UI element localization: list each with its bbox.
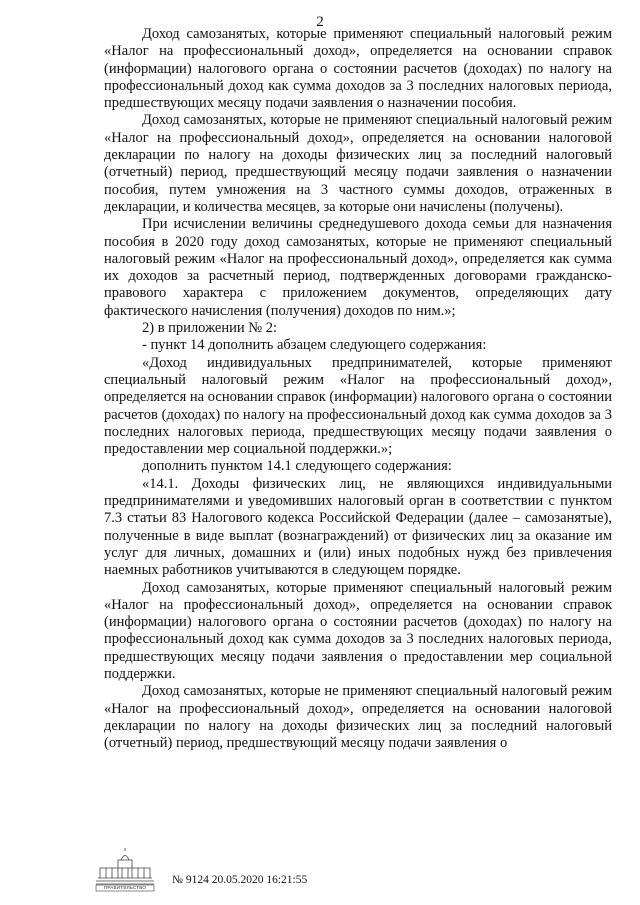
page-number: 2 (316, 14, 324, 30)
paragraph: 2) в приложении № 2: (142, 320, 277, 337)
footer (94, 848, 514, 898)
paragraph: Доход самозанятых, которые применяют специальный налоговый режим «Налог на профессиональный доход», определяется на основании справок (информации) налогового органа о состоянии расчетов (доходах) по налогу на профессиональный доход как сумма доходов за 3 последних налоговых периода, предшествующих месяцу подачи заявления о предоставлении мер социальной поддержки. (104, 579, 612, 682)
paragraph: «14.1. Доходы физических лиц, не являющихся индивидуальными предпринимателями и уведомивших налоговый орган в соответствии с пунктом 7.3 статьи 83 Налогового кодекса Российской Федерации (далее – самозанятые), полученные в виде выплат (вознаграждений) от физических лиц за оказание им услуг для личных, домашних и (или) иных подобных нужд без привлечения наемных работников учитываются в следующем порядке. (104, 475, 612, 579)
paragraph: «Доход индивидуальных предпринимателей, которые применяют специальный налоговый режим «Налог на профессиональный доход», определяется на основании справок (информации) налогового органа о состоянии расчетов (доходах) по налогу на профессиональный доход как сумма доходов за 3 последних налоговых периода, предшествующих месяцу подачи заявления о предоставлении мер социальной поддержки.»; (104, 354, 612, 458)
paragraph: Доход самозанятых, которые не применяют специальный налоговый режим «Налог на профессиональный доход», определяется на основании налоговой декларации по налогу на доходы физических лиц за последний налоговый (отчетный) период, предшествующий месяцу подачи заявления о (104, 683, 612, 752)
paragraph: Доход самозанятых, которые не применяют специальный налоговый режим «Налог на профессиональный доход», определяется на основании налоговой декларации по налогу на доходы физических лиц за последний налоговый (отчетный) период, предшествующий месяцу подачи заявления о назначении пособия, путем умножения на 3 частного суммы доходов, отраженных в декларации, и количества месяцев, за которые они начислены (получены). (104, 112, 612, 215)
paragraph: Доход самозанятых, которые применяют специальный налоговый режим «Налог на профессиональный доход», определяется на основании справок (информации) налогового органа о состоянии расчетов (доходах) по налогу на профессиональный доход как сумма доходов за 3 последних налоговых периода, предшествующих месяцу подачи заявления о назначении пособия. (104, 26, 612, 112)
paragraph: - пункт 14 дополнить абзацем следующего содержания: (142, 337, 487, 354)
document-body (104, 26, 612, 752)
paragraph: При исчислении величины среднедушевого дохода семьи для назначения пособия в 2020 году доход самозанятых, которые не применяют специальный налоговый режим «Налог на профессиональный доход», определяется как сумма их доходов за расчетный период, подтвержденных договорами гражданско-правового характера с приложением документов, определяющих дату фактического начисления (получения) доходов по ним.»; (104, 216, 612, 319)
emblem-caption: ПРАВИТЕЛЬСТВО (103, 885, 147, 890)
document-stamp: № 9124 20.05.2020 16:21:55 (172, 874, 308, 886)
paragraph: дополнить пунктом 14.1 следующего содержания: (142, 458, 452, 475)
